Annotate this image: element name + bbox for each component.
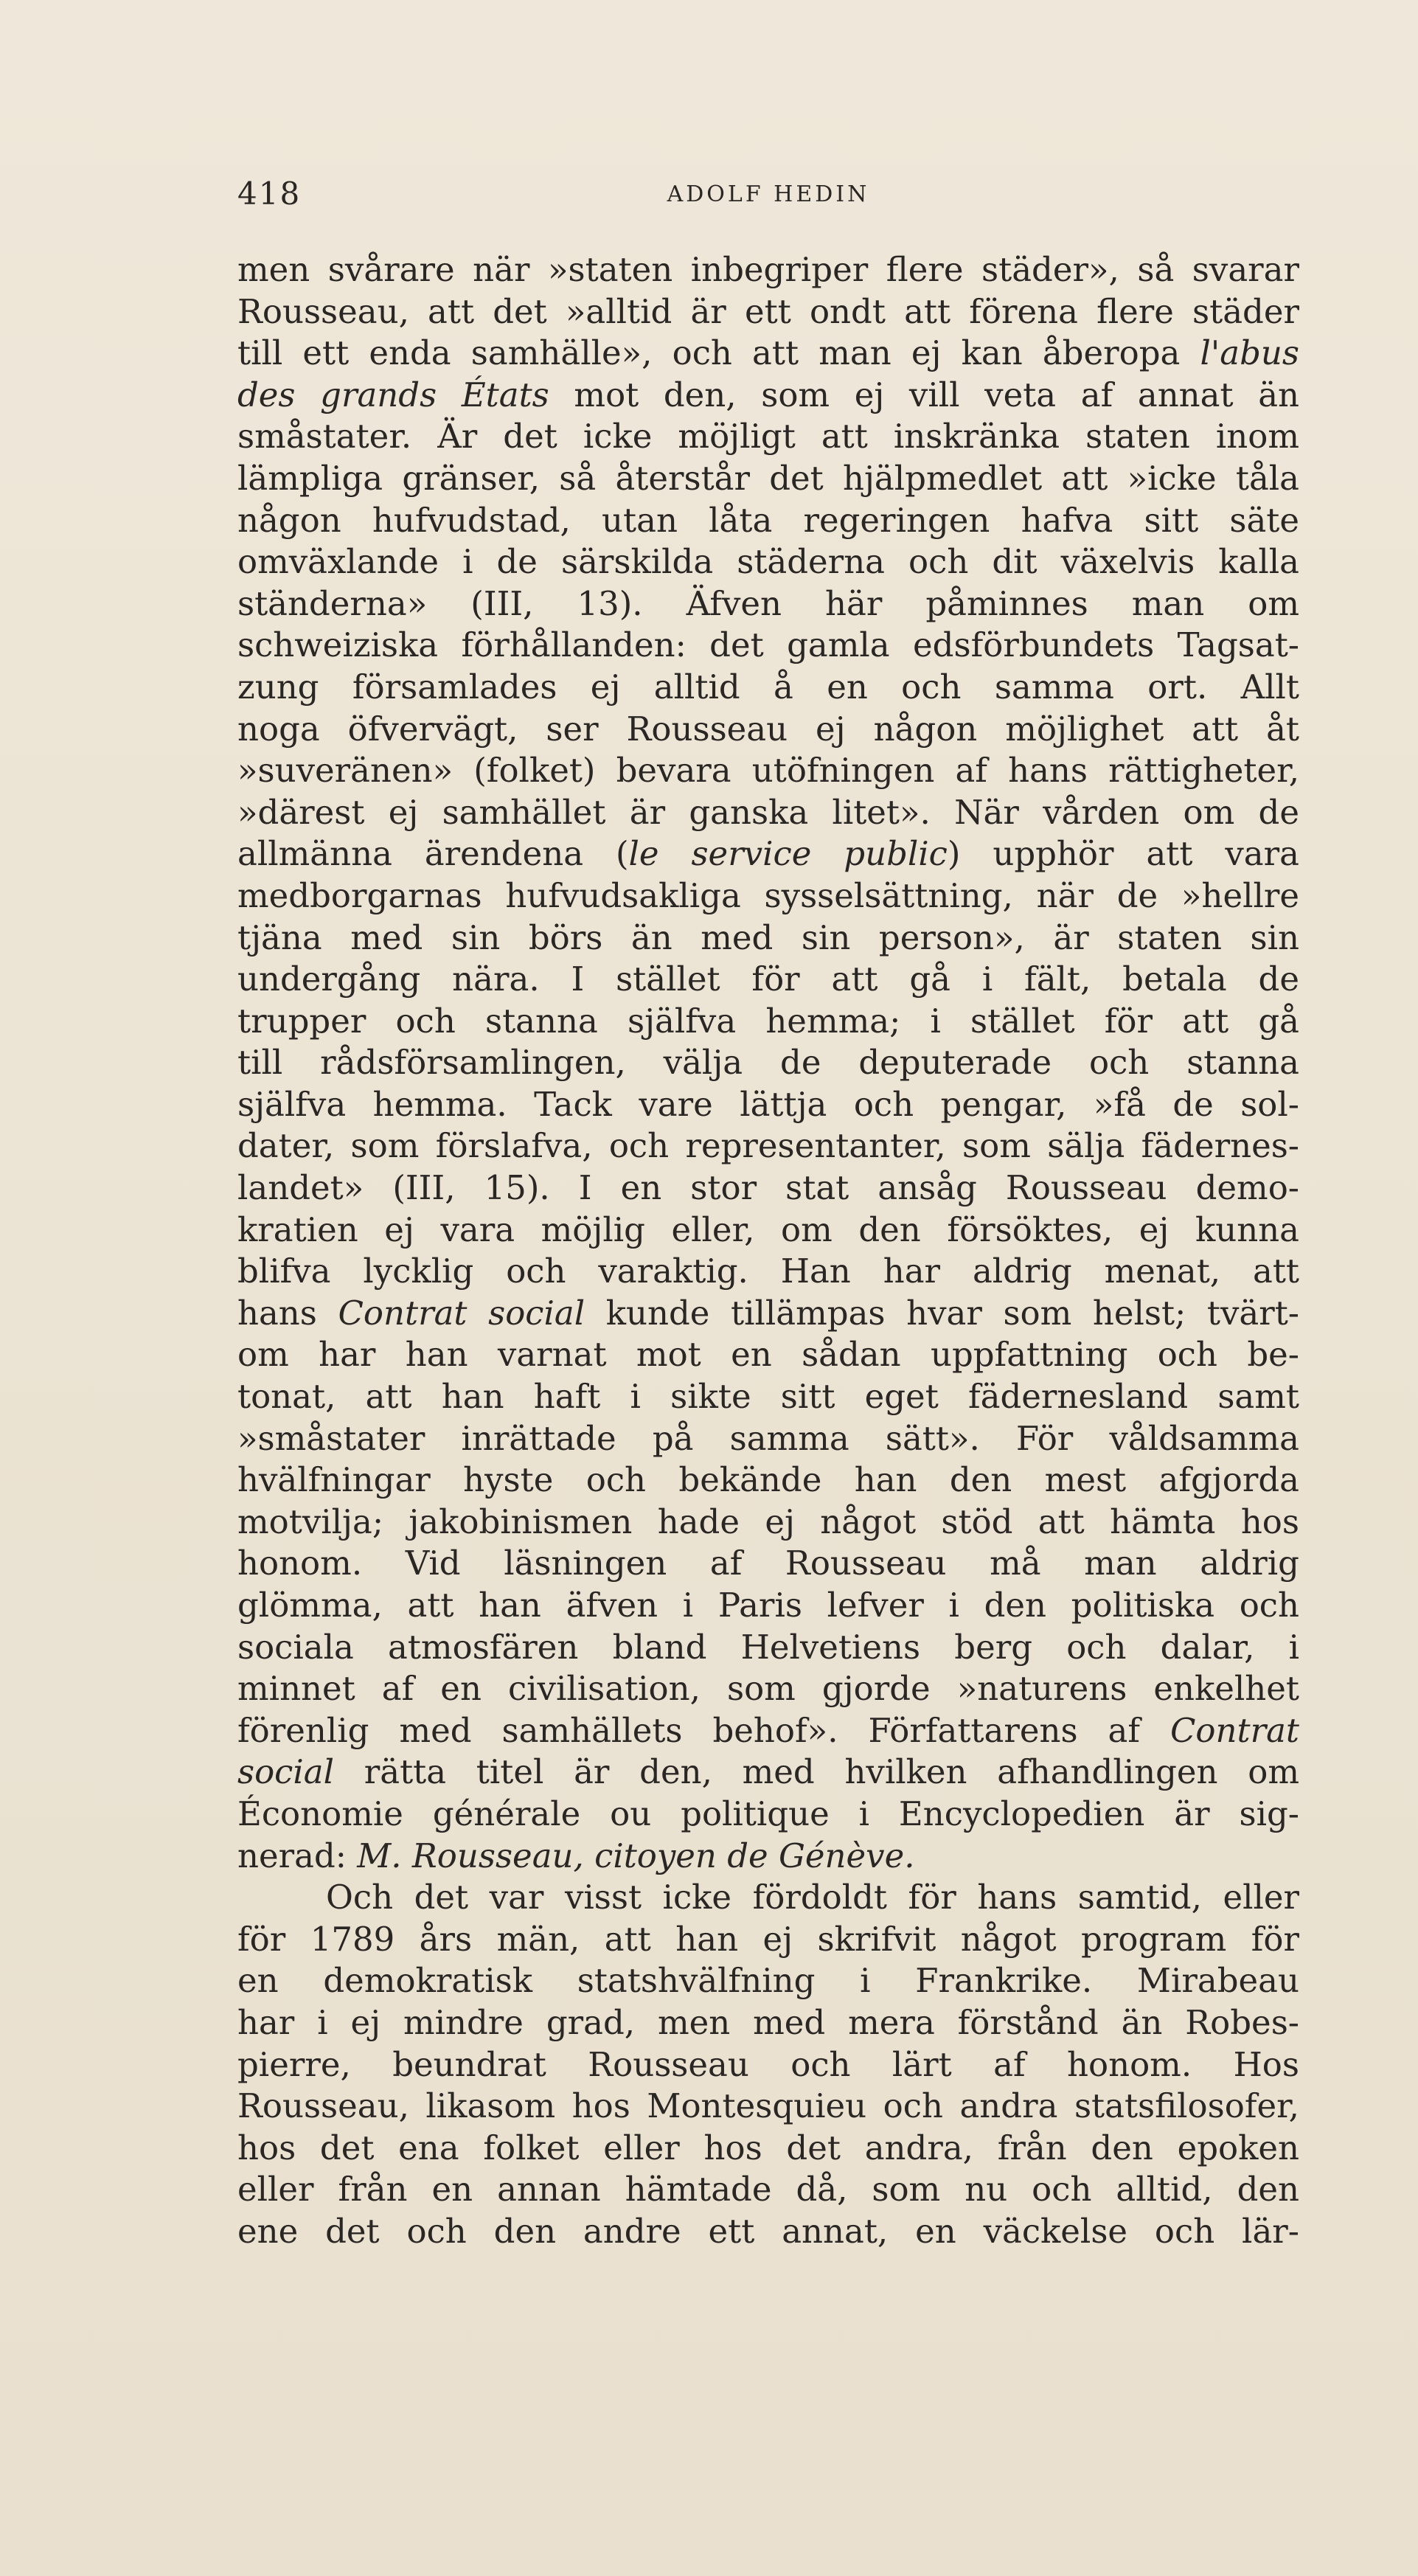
body-text (237, 249, 1299, 2253)
text-line (237, 1668, 1299, 1710)
text-segment: hos det ena folket eller hos det andra, från den epoken (237, 2128, 1299, 2167)
text-line (237, 1459, 1299, 1501)
text-segment: en demokratisk statshvälfning i Frankrike. Mirabeau (237, 1961, 1299, 2001)
text-segment: eller från en annan hämtade då, som nu och alltid, den (237, 2170, 1299, 2209)
italic-text: social (237, 1752, 335, 1792)
text-segment: hvälfningar hyste och bekände han den mest afgjorda (237, 1460, 1299, 1500)
text-line (237, 2128, 1299, 2170)
italic-text: Contrat social (338, 1293, 585, 1333)
text-line (237, 1752, 1299, 1794)
text-line (237, 333, 1299, 375)
text-segment: trupper och stanna själfva hemma; i stället för att gå (237, 1001, 1299, 1041)
text-line (237, 2044, 1299, 2086)
text-segment: sociala atmosfären bland Helvetiens berg och dalar, i (237, 1627, 1299, 1667)
text-line (237, 583, 1299, 625)
text-line (237, 1627, 1299, 1669)
text-line (237, 750, 1299, 792)
text-segment: »därest ej samhället är ganska litet». När vården om de (237, 792, 1299, 832)
text-line (237, 1251, 1299, 1293)
text-segment: förenlig med samhällets behof». Författarens af (237, 1710, 1170, 1750)
text-segment: noga öfvervägt, ser Rousseau ej någon möjlighet att åt (237, 709, 1299, 749)
text-segment: till ett enda samhälle», och att man ej kan åberopa (237, 333, 1200, 373)
text-segment: någon hufvudstad, utan låta regeringen hafva sitt säte (237, 500, 1299, 540)
text-line (237, 792, 1299, 834)
text-segment: kunde tillämpas hvar som helst; tvärt- (585, 1293, 1299, 1333)
text-segment: lämpliga gränser, så återstår det hjälpmedlet att »icke tåla (237, 458, 1299, 498)
text-segment: zung församlades ej alltid å en och samma ort. Allt (237, 667, 1299, 707)
text-line (237, 2211, 1299, 2253)
text-line (237, 249, 1299, 291)
text-segment: tjäna med sin börs än med sin person», är staten sin (237, 917, 1299, 957)
text-line (237, 1084, 1299, 1126)
text-line (237, 1710, 1299, 1752)
text-line (237, 1042, 1299, 1084)
text-segment: schweiziska förhållanden: det gamla edsförbundets Tagsat- (237, 625, 1299, 665)
text-segment: motvilja; jakobinismen hade ej något stöd att hämta hos (237, 1501, 1299, 1541)
text-segment: minnet af en civilisation, som gjorde »naturens enkelhet (237, 1669, 1299, 1709)
text-line (237, 959, 1299, 1001)
text-segment: honom. Vid läsningen af Rousseau må man aldrig (237, 1544, 1299, 1583)
text-line (237, 833, 1299, 875)
text-line (237, 1877, 1299, 1919)
text-segment: har i ej mindre grad, men med mera förstånd än Robes- (237, 2002, 1299, 2042)
text-segment: men svårare när »staten inbegriper flere städer», så svarar (237, 250, 1299, 289)
text-line (237, 1501, 1299, 1544)
text-line (237, 1585, 1299, 1627)
text-line (237, 1960, 1299, 2002)
text-segment: »småstater inrättade på samma sätt». För våldsamma (237, 1418, 1299, 1458)
text-segment: om har han varnat mot en sådan uppfattning och be- (237, 1335, 1299, 1375)
text-line (237, 1794, 1299, 1836)
text-line (237, 625, 1299, 667)
text-line (237, 1167, 1299, 1209)
page-number: 418 (237, 176, 302, 212)
text-line (237, 1125, 1299, 1167)
text-line (237, 1543, 1299, 1585)
text-segment: Économie générale ou politique i Encyclopedien är sig- (237, 1794, 1299, 1833)
text-segment: för 1789 års män, att han ej skrifvit något program för (237, 1919, 1299, 1959)
text-line (237, 541, 1299, 583)
italic-text: le service public (628, 834, 948, 874)
text-line (237, 1001, 1299, 1043)
text-segment: till rådsförsamlingen, välja de deputerade och stanna (237, 1043, 1299, 1083)
text-line (237, 1836, 1299, 1878)
italic-text: Contrat (1169, 1710, 1299, 1750)
text-segment: glömma, att han äfven i Paris lefver i den politiska och (237, 1586, 1299, 1625)
text-line (237, 709, 1299, 751)
text-line (237, 667, 1299, 709)
text-segment: mot den, som ej vill veta af annat än (549, 375, 1299, 414)
text-line (237, 291, 1299, 333)
text-line (237, 2169, 1299, 2211)
text-segment: dater, som förslafva, och representanter, som sälja fädernes- (237, 1126, 1299, 1166)
text-segment: Rousseau, att det »alltid är ett ondt att förena flere städer (237, 291, 1299, 331)
text-segment: pierre, beundrat Rousseau och lärt af honom. Hos (237, 2044, 1299, 2084)
text-segment: hans (237, 1293, 338, 1333)
text-line (237, 2086, 1299, 2128)
text-segment: landet» (III, 15). I en stor stat ansåg Rousseau demo- (237, 1168, 1299, 1208)
text-segment: ene det och den andre ett annat, en väckelse och lär- (237, 2211, 1299, 2251)
text-segment: »suveränen» (folket) bevara utöfningen af hans rättigheter, (237, 751, 1299, 791)
text-segment: nerad: (237, 1836, 358, 1875)
text-segment: undergång nära. I stället för att gå i fält, betala de (237, 959, 1299, 999)
text-line (237, 500, 1299, 542)
text-line (237, 1919, 1299, 1961)
italic-text: M. Rousseau, citoyen de Génève. (357, 1836, 915, 1875)
text-segment: allmänna ärendena ( (237, 834, 629, 874)
page-header (237, 176, 1299, 220)
text-line (237, 1334, 1299, 1376)
text-line (237, 1376, 1299, 1418)
text-segment: omväxlande i de särskilda städerna och dit växelvis kalla (237, 542, 1299, 582)
running-head: ADOLF HEDIN (667, 181, 870, 207)
italic-text: l'abus (1200, 333, 1299, 373)
text-segment: Och det var visst icke fördoldt för hans samtid, eller (326, 1878, 1299, 1917)
text-line (237, 917, 1299, 959)
text-line (237, 416, 1299, 458)
text-segment: ) upphör att vara (947, 834, 1299, 874)
text-segment: Rousseau, likasom hos Montesquieu och andra statsfilosofer, (237, 2086, 1299, 2126)
text-line (237, 1418, 1299, 1460)
italic-text: des grands États (237, 375, 549, 414)
text-line (237, 1209, 1299, 1251)
text-segment: själfva hemma. Tack vare lättja och pengar, »få de sol- (237, 1084, 1299, 1124)
text-line (237, 875, 1299, 917)
text-segment: ständerna» (III, 13). Äfven här påminnes man om (237, 583, 1299, 623)
text-line (237, 2002, 1299, 2044)
text-segment: rätta titel är den, med hvilken afhandlingen om (334, 1752, 1299, 1792)
text-line (237, 375, 1299, 417)
text-line (237, 458, 1299, 500)
text-segment: tonat, att han haft i sikte sitt eget fädernesland samt (237, 1377, 1299, 1417)
text-line (237, 1293, 1299, 1335)
text-segment: medborgarnas hufvudsakliga sysselsättning, när de »hellre (237, 875, 1299, 915)
text-segment: småstater. Är det icke möjligt att inskränka staten inom (237, 417, 1299, 456)
text-segment: blifva lycklig och varaktig. Han har aldrig menat, att (237, 1251, 1299, 1291)
text-segment: kratien ej vara möjlig eller, om den försöktes, ej kunna (237, 1209, 1299, 1249)
